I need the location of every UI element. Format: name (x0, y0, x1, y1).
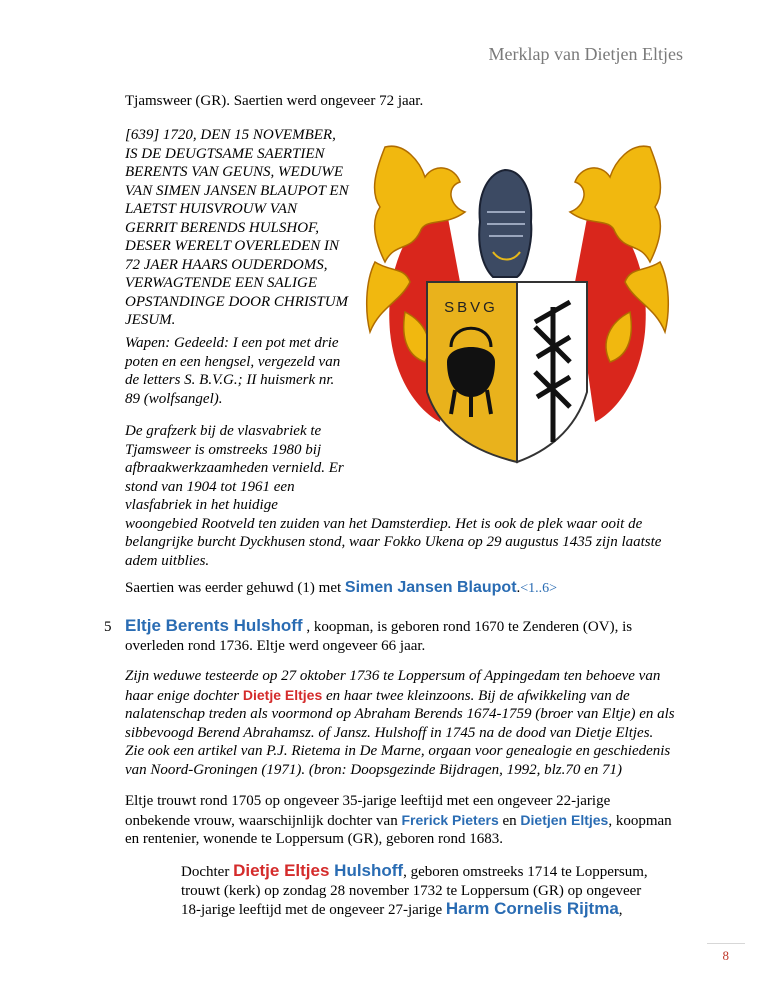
inscription-line: [639] 1720, DEN 15 NOVEMBER, (125, 127, 336, 143)
person-link-harm-cornelis-rijtma[interactable]: Harm Cornelis Rijtma (445, 899, 619, 918)
dochter-line1-rest: , geboren omstreeks 1714 te Loppersum, (403, 864, 648, 880)
weduwe-line: van Noord-Groningen (1971). (bron: Doopsgezinde Bijdragen, 1992, blz.70 en 71) (125, 761, 623, 778)
inscription-line: BERENTS VAN GEUNS, WEDUWE (125, 164, 344, 180)
person-heading-eltje-berents-hulshoff[interactable]: Eltje Berents Hulshoff (125, 616, 303, 635)
person-link-dietje-eltjes-dochter[interactable]: Dietje Eltjes (233, 861, 330, 880)
trouwt-mid: en (498, 812, 521, 829)
inscription-line: GERRIT BERENDS HULSHOF, (125, 219, 320, 236)
grafzerk-line: adem uitblies. (125, 552, 210, 569)
dochter-line3-prefix: 18-jarige leeftijd met de ongeveer 27-jarige (181, 902, 446, 918)
saertien-married-prefix: Saertien was eerder gehuwd (1) met (125, 580, 345, 596)
inscription-line: OPSTANDINGE DOOR CHRISTUM (125, 293, 349, 310)
entry-number: 5 (104, 619, 112, 635)
person-link-dietje-eltjes[interactable]: Dietje Eltjes (242, 686, 323, 703)
person-link-frerick-pieters[interactable]: Frerick Pieters (401, 811, 499, 828)
grafzerk-line: Tjamsweer is omstreeks 1980 bij (125, 441, 322, 458)
person-link-simen-jansen-blaupot[interactable]: Simen Jansen Blaupot (344, 579, 517, 596)
grafzerk-line: belangrijke burcht Dyckhusen stond, waar Fokko Ukena op 29 augustus 1435 zijn laatste (125, 534, 662, 550)
trouwt-line: Eltje trouwt rond 1705 op ongeveer 35-jarige leeftijd met een ongeveer 22-jarige (125, 793, 611, 809)
weduwe-line: sibbevoogd Berend Abrahamsz. of Jansz. Hulshoff in 1745 na de dood van Dietje Eltjes. (125, 724, 654, 741)
inscription-text (125, 126, 349, 330)
grafzerk-line: De grafzerk bij de vlasvabriek te (125, 423, 322, 439)
entry-5-line2: overleden rond 1736. Eltje werd ongeveer 66 jaar. (125, 637, 426, 654)
wapen-line: Wapen: Gedeeld: I een pot met drie (125, 335, 339, 351)
wapen-line: 89 (wolfsangel). (125, 390, 223, 407)
inscription-line: LAETST HUISVROUW VAN (125, 201, 297, 217)
reference-link[interactable]: <1..6> (520, 581, 558, 596)
page-number: 8 (722, 948, 729, 963)
trouwt-line2-prefix: onbekende vrouw, waarschijnlijk dochter van (125, 812, 402, 829)
entry-5 (125, 617, 632, 655)
trouwt-line2-suffix: , koopman (608, 812, 672, 829)
page-number-rule (707, 943, 745, 944)
weduwe-line2-suffix: en haar twee kleinzoons. Bij de afwikkeling van de (322, 687, 630, 704)
entry-5-line1: , koopman, is geboren rond 1670 te Zenderen (OV), is (302, 619, 633, 635)
inscription-line: DESER WERELT OVERLEDEN IN (125, 238, 339, 254)
grafzerk-line: stond van 1904 tot 1961 een (125, 478, 295, 495)
inscription-line: VERWAGTENDE EEN SALIGE (125, 275, 317, 291)
intro-line: Tjamsweer (GR). Saertien werd ongeveer 72 jaar. (125, 93, 424, 109)
saertien-married (125, 579, 557, 599)
wapen-description (125, 334, 340, 408)
surname-hulshoff[interactable]: Hulshoff (329, 861, 404, 880)
inscription-line: VAN SIMEN JANSEN BLAUPOT EN (125, 182, 349, 199)
weduwe-paragraph (125, 667, 675, 779)
coat-of-arms-image (365, 132, 670, 472)
shield-letters: SBVG (444, 299, 498, 316)
weduwe-line2-prefix: haar enige dochter (125, 687, 243, 704)
inscription-line: JESUM. (125, 312, 176, 328)
weduwe-line: Zijn weduwe testeerde op 27 oktober 1736 te Loppersum of Appingedam ten behoeve van (125, 668, 661, 684)
inscription-line: 72 JAER HAARS OUDERDOMS, (125, 256, 328, 273)
weduwe-line: nalatenschap treden als voormond op Abraham Berends 1674-1759 (broer van Eltje) en als (125, 706, 675, 722)
grafzerk-line: afbraakwerkzaamheden vernield. Er (125, 460, 344, 476)
trouwt-line: en rentenier, wonende te Loppersum (GR), geboren rond 1683. (125, 831, 504, 847)
inscription-line: IS DE DEUGTSAME SAERTIEN (125, 145, 325, 162)
running-header: Merklap van Dietjen Eltjes (488, 44, 683, 64)
dochter-line3-suffix: , (618, 902, 623, 918)
trouwt-paragraph (125, 792, 672, 849)
grafzerk-line: vlasfabriek in het huidige (125, 497, 278, 513)
wapen-line: de letters S. B.V.G.; II huismerk nr. (125, 372, 335, 388)
wapen-line: poten en een hengsel, vergezeld van (125, 353, 341, 370)
dochter-prefix: Dochter (181, 864, 234, 880)
grafzerk-line: woongebied Rootveld ten zuiden van het Damsterdiep. Het is ook de plek waar ooit de (125, 515, 643, 532)
weduwe-line: Zie ook een artikel van P.J. Rietema in De Marne, orgaan voor genealogie en geschiedenis (125, 743, 671, 759)
dochter-line2: trouwt (kerk) op zondag 28 november 1732 te Loppersum (GR) op ongeveer (181, 882, 642, 899)
person-link-dietjen-eltjes[interactable]: Dietjen Eltjes (520, 811, 609, 828)
saertien-married-suffix: . (516, 580, 521, 596)
dochter-paragraph (181, 862, 648, 920)
